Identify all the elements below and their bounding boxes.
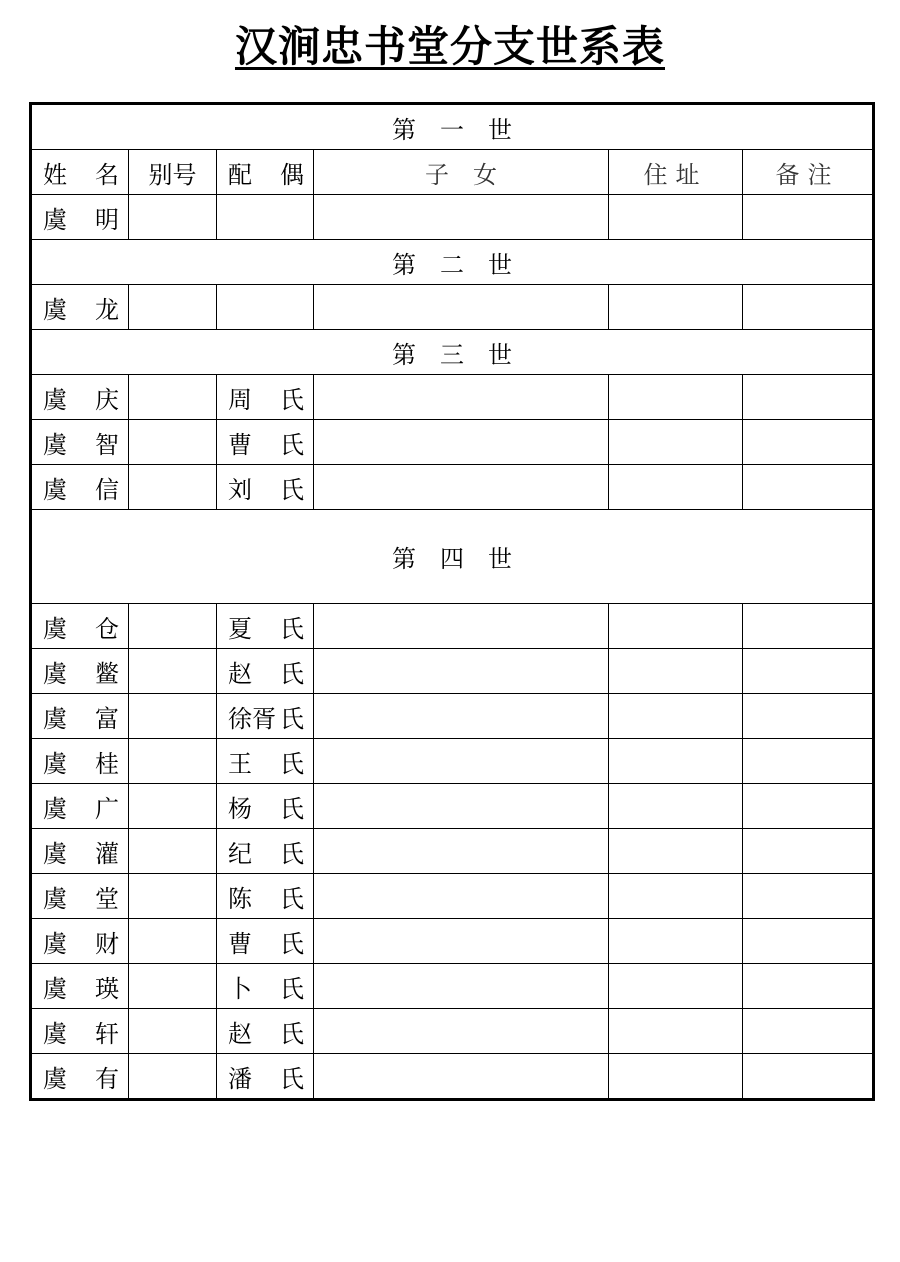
member-address xyxy=(609,829,743,874)
char: 信 xyxy=(95,475,119,504)
member-spouse xyxy=(217,739,314,784)
char: 鳖 xyxy=(95,659,119,688)
member-alias xyxy=(129,1054,217,1100)
generation-label: 第 二 世 xyxy=(31,240,874,285)
member-address xyxy=(609,649,743,694)
char: 氏 xyxy=(280,749,304,778)
member-children xyxy=(314,465,609,510)
member-name xyxy=(31,739,129,784)
member-address xyxy=(609,874,743,919)
char: 王 xyxy=(228,749,252,778)
member-children xyxy=(314,784,609,829)
char: 氏 xyxy=(280,430,304,459)
member-notes xyxy=(743,739,874,784)
member-address xyxy=(609,739,743,784)
member-row xyxy=(31,465,874,510)
member-children xyxy=(314,420,609,465)
member-row xyxy=(31,874,874,919)
member-address xyxy=(609,919,743,964)
char: 虞 xyxy=(43,884,67,913)
char: 虞 xyxy=(43,295,67,324)
char: 虞 xyxy=(43,1019,67,1048)
header-notes: 备注 xyxy=(743,150,874,195)
member-name xyxy=(31,195,129,240)
generation-header-row xyxy=(31,104,874,150)
char: 堂 xyxy=(95,884,119,913)
member-alias xyxy=(129,604,217,649)
char: 氏 xyxy=(280,614,304,643)
char: 氏 xyxy=(280,1019,304,1048)
member-spouse xyxy=(217,1054,314,1100)
member-row xyxy=(31,1054,874,1100)
member-row xyxy=(31,784,874,829)
member-address xyxy=(609,604,743,649)
char: 虞 xyxy=(43,749,67,778)
member-row xyxy=(31,604,874,649)
member-name xyxy=(31,649,129,694)
member-row xyxy=(31,375,874,420)
member-spouse xyxy=(217,649,314,694)
char: 虞 xyxy=(43,929,67,958)
member-notes xyxy=(743,964,874,1009)
member-address xyxy=(609,1009,743,1054)
member-spouse xyxy=(217,964,314,1009)
char: 夏 xyxy=(228,614,252,643)
cell-text xyxy=(32,470,128,505)
member-alias xyxy=(129,964,217,1009)
cell-text xyxy=(217,1014,313,1049)
header-alias: 别号 xyxy=(129,150,217,195)
cell-text xyxy=(217,654,313,689)
member-row xyxy=(31,420,874,465)
cell-text xyxy=(217,699,313,734)
cell-text xyxy=(32,744,128,779)
char: 广 xyxy=(95,794,119,823)
member-row xyxy=(31,195,874,240)
member-notes xyxy=(743,285,874,330)
member-row xyxy=(31,964,874,1009)
member-name xyxy=(31,829,129,874)
member-notes xyxy=(743,874,874,919)
char: 赵 xyxy=(228,1019,252,1048)
member-address xyxy=(609,285,743,330)
char: 偶 xyxy=(280,160,304,189)
cell-text xyxy=(32,879,128,914)
member-name xyxy=(31,1054,129,1100)
char: 龙 xyxy=(95,295,119,324)
char: 氏 xyxy=(280,974,304,1003)
cell-text xyxy=(217,879,313,914)
member-alias xyxy=(129,195,217,240)
cell-text xyxy=(32,654,128,689)
char: 纪 xyxy=(228,839,252,868)
member-spouse xyxy=(217,465,314,510)
member-notes xyxy=(743,829,874,874)
char: 富 xyxy=(95,704,119,733)
member-spouse xyxy=(217,829,314,874)
char: 刘 xyxy=(228,475,252,504)
char: 曹 xyxy=(228,430,252,459)
member-address xyxy=(609,784,743,829)
char: 虞 xyxy=(43,385,67,414)
column-header-row xyxy=(31,150,874,195)
cell-text xyxy=(32,1059,128,1094)
char: 轩 xyxy=(95,1019,119,1048)
member-spouse xyxy=(217,285,314,330)
member-spouse xyxy=(217,784,314,829)
member-alias xyxy=(129,694,217,739)
cell-text xyxy=(32,969,128,1004)
cell-text xyxy=(32,290,128,325)
member-name xyxy=(31,375,129,420)
generation-header-row xyxy=(31,330,874,375)
member-alias xyxy=(129,285,217,330)
char: 虞 xyxy=(43,704,67,733)
member-alias xyxy=(129,649,217,694)
cell-text xyxy=(217,609,313,644)
cell-text xyxy=(32,924,128,959)
char: 氏 xyxy=(280,794,304,823)
member-notes xyxy=(743,420,874,465)
member-spouse xyxy=(217,1009,314,1054)
member-row xyxy=(31,649,874,694)
member-alias xyxy=(129,829,217,874)
member-notes xyxy=(743,465,874,510)
char: 虞 xyxy=(43,974,67,1003)
char: 有 xyxy=(95,1064,119,1093)
char: 虞 xyxy=(43,475,67,504)
char: 氏 xyxy=(280,929,304,958)
char: 财 xyxy=(95,929,119,958)
member-spouse xyxy=(217,874,314,919)
member-name xyxy=(31,874,129,919)
generation-header-row xyxy=(31,510,874,604)
member-notes xyxy=(743,649,874,694)
member-alias xyxy=(129,375,217,420)
char: 周 xyxy=(228,385,252,414)
member-spouse xyxy=(217,195,314,240)
member-name xyxy=(31,465,129,510)
char: 仓 xyxy=(95,614,119,643)
member-name xyxy=(31,919,129,964)
char: 氏 xyxy=(280,385,304,414)
cell-text xyxy=(217,1059,313,1094)
char: 氏 xyxy=(280,704,304,733)
char: 虞 xyxy=(43,1064,67,1093)
char: 瑛 xyxy=(95,974,119,1003)
char: 潘 xyxy=(228,1064,252,1093)
header-children: 子 女 xyxy=(314,150,609,195)
member-alias xyxy=(129,739,217,784)
generation-label: 第 三 世 xyxy=(31,330,874,375)
member-children xyxy=(314,694,609,739)
cell-text xyxy=(217,789,313,824)
char: 氏 xyxy=(280,839,304,868)
char: 桂 xyxy=(95,749,119,778)
member-address xyxy=(609,694,743,739)
char: 姓 xyxy=(43,160,67,189)
member-row xyxy=(31,1009,874,1054)
member-children xyxy=(314,604,609,649)
member-row xyxy=(31,919,874,964)
member-spouse xyxy=(217,694,314,739)
member-address xyxy=(609,195,743,240)
member-children xyxy=(314,285,609,330)
member-row xyxy=(31,829,874,874)
member-name xyxy=(31,420,129,465)
member-row xyxy=(31,739,874,784)
char: 陈 xyxy=(228,884,252,913)
cell-text xyxy=(32,834,128,869)
char: 杨 xyxy=(228,794,252,823)
char: 虞 xyxy=(43,205,67,234)
member-alias xyxy=(129,420,217,465)
header-spouse xyxy=(217,150,314,195)
cell-text xyxy=(217,969,313,1004)
member-name xyxy=(31,964,129,1009)
member-notes xyxy=(743,604,874,649)
page-title: 汉涧忠书堂分支世系表 xyxy=(234,22,665,71)
member-spouse xyxy=(217,604,314,649)
member-alias xyxy=(129,874,217,919)
cell-text xyxy=(32,699,128,734)
char: 灌 xyxy=(95,839,119,868)
member-alias xyxy=(129,1009,217,1054)
char: 徐胥 xyxy=(228,704,276,733)
member-notes xyxy=(743,195,874,240)
member-spouse xyxy=(217,919,314,964)
char: 明 xyxy=(95,205,119,234)
member-notes xyxy=(743,1054,874,1100)
char: 虞 xyxy=(43,839,67,868)
member-name xyxy=(31,784,129,829)
char: 虞 xyxy=(43,614,67,643)
member-address xyxy=(609,1054,743,1100)
cell-text xyxy=(32,425,128,460)
char: 虞 xyxy=(43,794,67,823)
member-address xyxy=(609,375,743,420)
char: 氏 xyxy=(280,884,304,913)
member-notes xyxy=(743,375,874,420)
cell-text xyxy=(32,609,128,644)
cell-text xyxy=(32,200,128,235)
member-row xyxy=(31,694,874,739)
cell-text xyxy=(217,380,313,415)
member-children xyxy=(314,1054,609,1100)
cell-text xyxy=(217,470,313,505)
member-name xyxy=(31,694,129,739)
char: 氏 xyxy=(280,1064,304,1093)
char: 虞 xyxy=(43,430,67,459)
char: 智 xyxy=(95,430,119,459)
generation-label: 第 一 世 xyxy=(31,104,874,150)
cell-text xyxy=(32,155,128,190)
member-address xyxy=(609,964,743,1009)
generation-header-row xyxy=(31,240,874,285)
member-children xyxy=(314,649,609,694)
char: 氏 xyxy=(280,475,304,504)
cell-text xyxy=(217,834,313,869)
member-spouse xyxy=(217,375,314,420)
member-children xyxy=(314,1009,609,1054)
cell-text xyxy=(217,155,313,190)
header-name xyxy=(31,150,129,195)
generation-label: 第 四 世 xyxy=(31,510,874,604)
member-notes xyxy=(743,694,874,739)
char: 配 xyxy=(228,160,252,189)
member-children xyxy=(314,919,609,964)
cell-text xyxy=(32,1014,128,1049)
member-alias xyxy=(129,919,217,964)
member-children xyxy=(314,874,609,919)
genealogy-table xyxy=(29,102,875,1101)
member-alias xyxy=(129,784,217,829)
member-name xyxy=(31,1009,129,1054)
cell-text xyxy=(217,425,313,460)
cell-text xyxy=(217,744,313,779)
char: 赵 xyxy=(228,659,252,688)
member-name xyxy=(31,604,129,649)
member-children xyxy=(314,195,609,240)
char: 曹 xyxy=(228,929,252,958)
member-children xyxy=(314,375,609,420)
char: 庆 xyxy=(95,385,119,414)
member-address xyxy=(609,465,743,510)
char: 名 xyxy=(95,160,119,189)
char: 氏 xyxy=(280,659,304,688)
cell-text xyxy=(217,924,313,959)
member-name xyxy=(31,285,129,330)
member-address xyxy=(609,420,743,465)
cell-text xyxy=(32,789,128,824)
member-notes xyxy=(743,919,874,964)
member-row xyxy=(31,285,874,330)
member-children xyxy=(314,739,609,784)
member-children xyxy=(314,964,609,1009)
header-address: 住址 xyxy=(609,150,743,195)
member-alias xyxy=(129,465,217,510)
member-notes xyxy=(743,784,874,829)
member-children xyxy=(314,829,609,874)
char: 卜 xyxy=(228,974,252,1003)
char: 虞 xyxy=(43,659,67,688)
member-spouse xyxy=(217,420,314,465)
member-notes xyxy=(743,1009,874,1054)
cell-text xyxy=(32,380,128,415)
